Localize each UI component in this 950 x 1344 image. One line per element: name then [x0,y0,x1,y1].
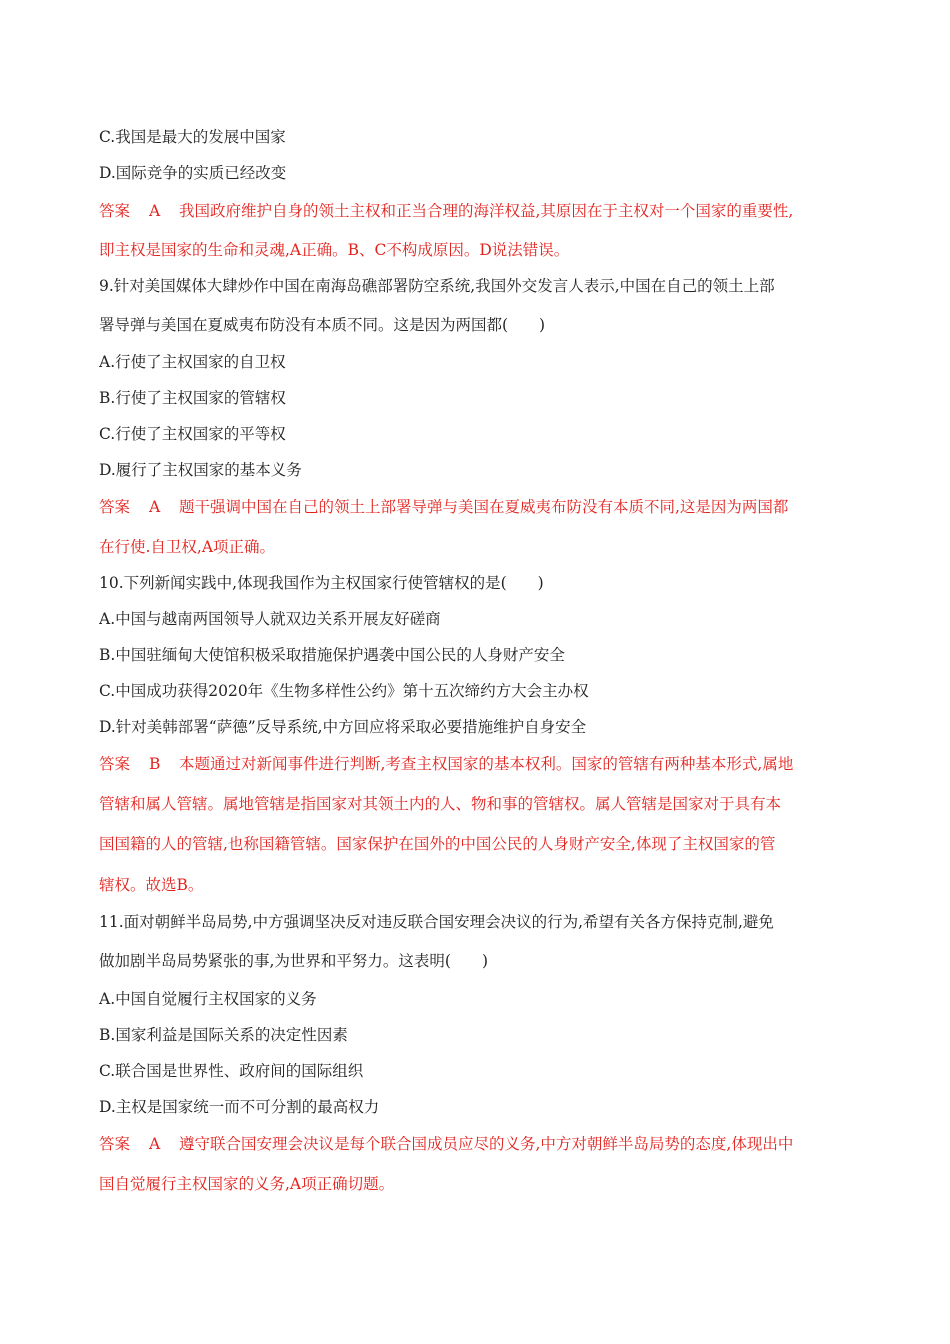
q9-option-a: A.行使了主权国家的自卫权 [99,353,286,371]
q9-option-d: D.履行了主权国家的基本义务 [99,461,302,479]
q11-option-c: C.联合国是世界性、政府间的国际组织 [99,1062,364,1080]
q10-explanation-line4: 辖权。故选B。 [99,876,204,894]
q11-answer-tag: 答案 [99,1135,131,1153]
q9-option-c: C.行使了主权国家的平等权 [99,425,286,443]
q9-answer-key: A [149,498,161,516]
q10-explanation-line2: 管辖和属人管辖。属地管辖是指国家对其领土内的人、物和事的管辖权。属人管辖是国家对于具有本 [99,795,782,813]
q11-answer-label [99,1134,179,1154]
q11-answer [99,1134,859,1154]
q8-option-c: C.我国是最大的发展中国家 [99,128,286,146]
q10-stem: 10.下列新闻实践中,体现我国作为主权国家行使管辖权的是( ) [99,574,544,592]
q9-stem-line2: 署导弹与美国在夏威夷布防没有本质不同。这是因为两国都( ) [99,316,546,334]
q10-answer-label [99,754,179,774]
q10-explanation-line1: 本题通过对新闻事件进行判断,考查主权国家的基本权利。国家的管辖有两种基本形式,属地 [179,755,794,773]
q9-option-b: B.行使了主权国家的管辖权 [99,389,286,407]
q11-explanation-line2: 国自觉履行主权国家的义务,A项正确切题。 [99,1175,395,1193]
q11-answer-key: A [149,1135,161,1153]
q8-explanation-line2: 即主权是国家的生命和灵魂,A正确。B、C不构成原因。D说法错误。 [99,241,570,259]
q8-answer-label [99,201,179,221]
q11-stem-line1: 11.面对朝鲜半岛局势,中方强调坚决反对违反联合国安理会决议的行为,希望有关各方保持克制,避免 [99,913,774,931]
q10-explanation-line3: 国国籍的人的管辖,也称国籍管辖。国家保护在国外的中国公民的人身财产安全,体现了主权国家的管 [99,835,776,853]
q11-option-d: D.主权是国家统一而不可分割的最高权力 [99,1098,380,1116]
q8-answer [99,201,859,221]
q11-explanation-line1: 遵守联合国安理会决议是每个联合国成员应尽的义务,中方对朝鲜半岛局势的态度,体现出中 [179,1135,794,1153]
q10-option-b: B.中国驻缅甸大使馆积极采取措施保护遇袭中国公民的人身财产安全 [99,646,565,664]
q8-answer-tag: 答案 [99,202,131,220]
q9-explanation-line2: 在行使.自卫权,A项正确。 [99,538,276,556]
q10-option-c: C.中国成功获得2020年《生物多样性公约》第十五次缔约方大会主办权 [99,682,589,700]
q9-stem-line1: 9.针对美国媒体大肆炒作中国在南海岛礁部署防空系统,我国外交发言人表示,中国在自己的领土上部 [99,277,775,295]
q8-option-d: D.国际竞争的实质已经改变 [99,164,287,182]
q11-option-b: B.国家利益是国际关系的决定性因素 [99,1026,348,1044]
q11-option-a: A.中国自觉履行主权国家的义务 [99,990,317,1008]
q10-answer [99,754,859,774]
q8-answer-key: A [149,202,161,220]
q10-option-a: A.中国与越南两国领导人就双边关系开展友好磋商 [99,610,441,628]
q10-answer-tag: 答案 [99,755,131,773]
q9-answer-tag: 答案 [99,498,131,516]
q11-stem-line2: 做加剧半岛局势紧张的事,为世界和平努力。这表明( ) [99,952,489,970]
q9-answer [99,497,859,517]
q9-answer-label [99,497,179,517]
q10-option-d: D.针对美韩部署“萨德”反导系统,中方回应将采取必要措施维护自身安全 [99,718,587,736]
q8-explanation-line1: 我国政府维护自身的领土主权和正当合理的海洋权益,其原因在于主权对一个国家的重要性, [179,202,794,220]
q10-answer-key: B [149,755,161,773]
q9-explanation-line1: 题干强调中国在自己的领土上部署导弹与美国在夏威夷布防没有本质不同,这是因为两国都 [179,498,789,516]
